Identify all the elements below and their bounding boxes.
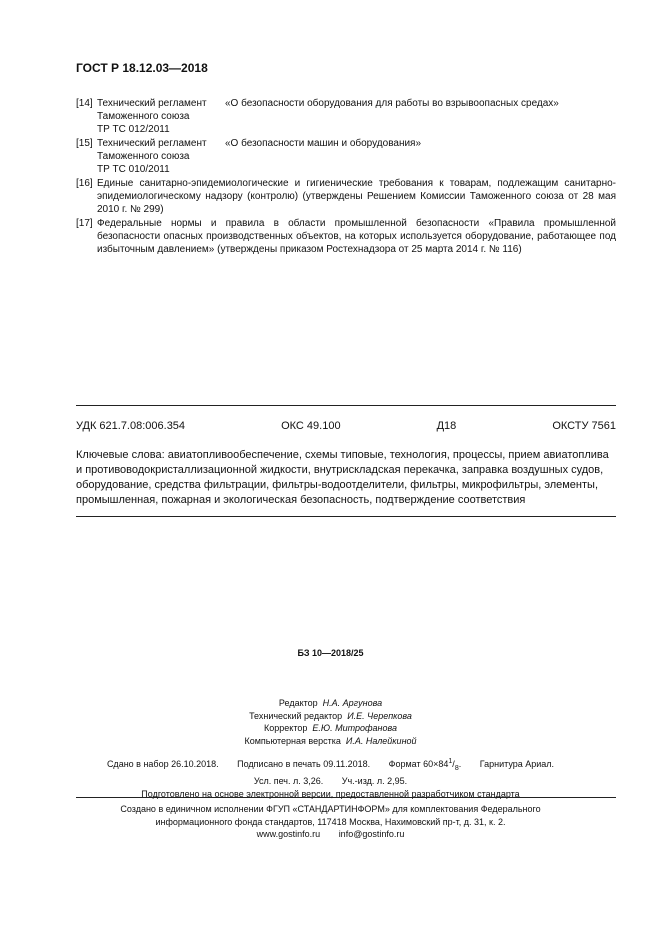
reference-item [76,177,616,216]
staff-row: Компьютерная верстка И.А. Налейкиной [244,735,417,746]
okstu-code: ОКСТУ 7561 [552,420,616,432]
print-info [0,756,661,800]
classification-row [76,420,616,432]
font-info: Гарнитура Ариал. [479,759,555,769]
page-header: ГОСТ Р 18.12.03—2018 [76,61,208,75]
sent-date: Сдано в набор 26.10.2018. [106,759,219,769]
usl-info: Усл. печ. л. 3,26. [253,776,324,787]
reference-item [76,97,616,136]
oks-code: ОКС 49.100 [281,420,341,432]
reference-item [76,137,616,176]
d-code: Д18 [436,420,457,432]
reference-document: Технический регламент Таможенного союза ТР ТС 012/2011 [97,98,207,135]
reference-title: «О безопасности оборудования для работы во взрывоопасных средах» [225,98,559,109]
reference-item [76,217,616,256]
divider [76,797,616,798]
staff-list [0,697,661,747]
publisher-footer: Создано в единичном исполнении ФГУП «СТАНДАРТИНФОРМ» для комплектования Федерального информационного фонда стандартов, 117418 Москва, Нахимовский пр-т, д. 31, к. 2. www.gostinfo.ru info@gostinfo.ru [120,804,541,839]
staff-row: Корректор Е.Ю. Митрофанова [264,723,397,733]
reference-text: Федеральные нормы и правила в области промышленной безопасности «Правила промышленной безопасности опасных производственных объектов, на которых используется оборудование, работающее под избыточным давлением» (утверждены приказом Ростехнадзора от 25 марта 2014 г. № 116) [97,218,616,255]
email-link[interactable]: info@gostinfo.ru [338,829,405,839]
reference-title: «О безопасности машин и оборудования» [225,138,422,149]
signed-date: Подписано в печать 09.11.2018. [237,759,371,769]
format: Формат $60\times 84^1/_8$. [388,758,462,772]
website-link[interactable]: www.gostinfo.ru [256,829,321,839]
reference-number: [16] [76,178,93,189]
prepared-note: Подготовлено на основе электронной версии, предоставленной разработчиком стандарта [141,788,520,799]
staff-row: Редактор Н.А. Аргунова [278,698,383,708]
reference-number: [14] [76,98,93,109]
reference-number: [17] [76,218,93,229]
uch-info: Уч.-изд. л. 2,95. [341,776,408,787]
staff-row: Технический редактор И.Е. Черепкова [249,710,412,721]
divider [76,516,616,517]
divider [76,405,616,406]
bz-code: БЗ 10—2018/25 [297,648,364,658]
reference-text: Единые санитарно-эпидемиологические и гигиенические требования к товарам, подлежащим санитарно-эпидемиологическому надзору (контролю) (утверждены Решением Комиссии Таможенного союза от 28 мая 2010 г. № 299) [97,178,616,215]
reference-number: [15] [76,138,93,149]
udk-code: УДК 621.7.08:006.354 [76,420,186,432]
references-list [76,97,616,257]
keywords: Ключевые слова: авиатопливообеспечение, схемы типовые, технология, процессы, прием авиатоплива и противоводокристаллизационной жидкости, внутрискладская перекачка, заправка воздушных судов, оборудование, средства фильтрации, фильтры-водоотделители, фильтры, микрофильтры, элементы, промышленная, пожарная и экологическая безопасность, подтверждение соответствия [76,449,609,506]
reference-document: Технический регламент Таможенного союза ТР ТС 010/2011 [97,138,207,175]
